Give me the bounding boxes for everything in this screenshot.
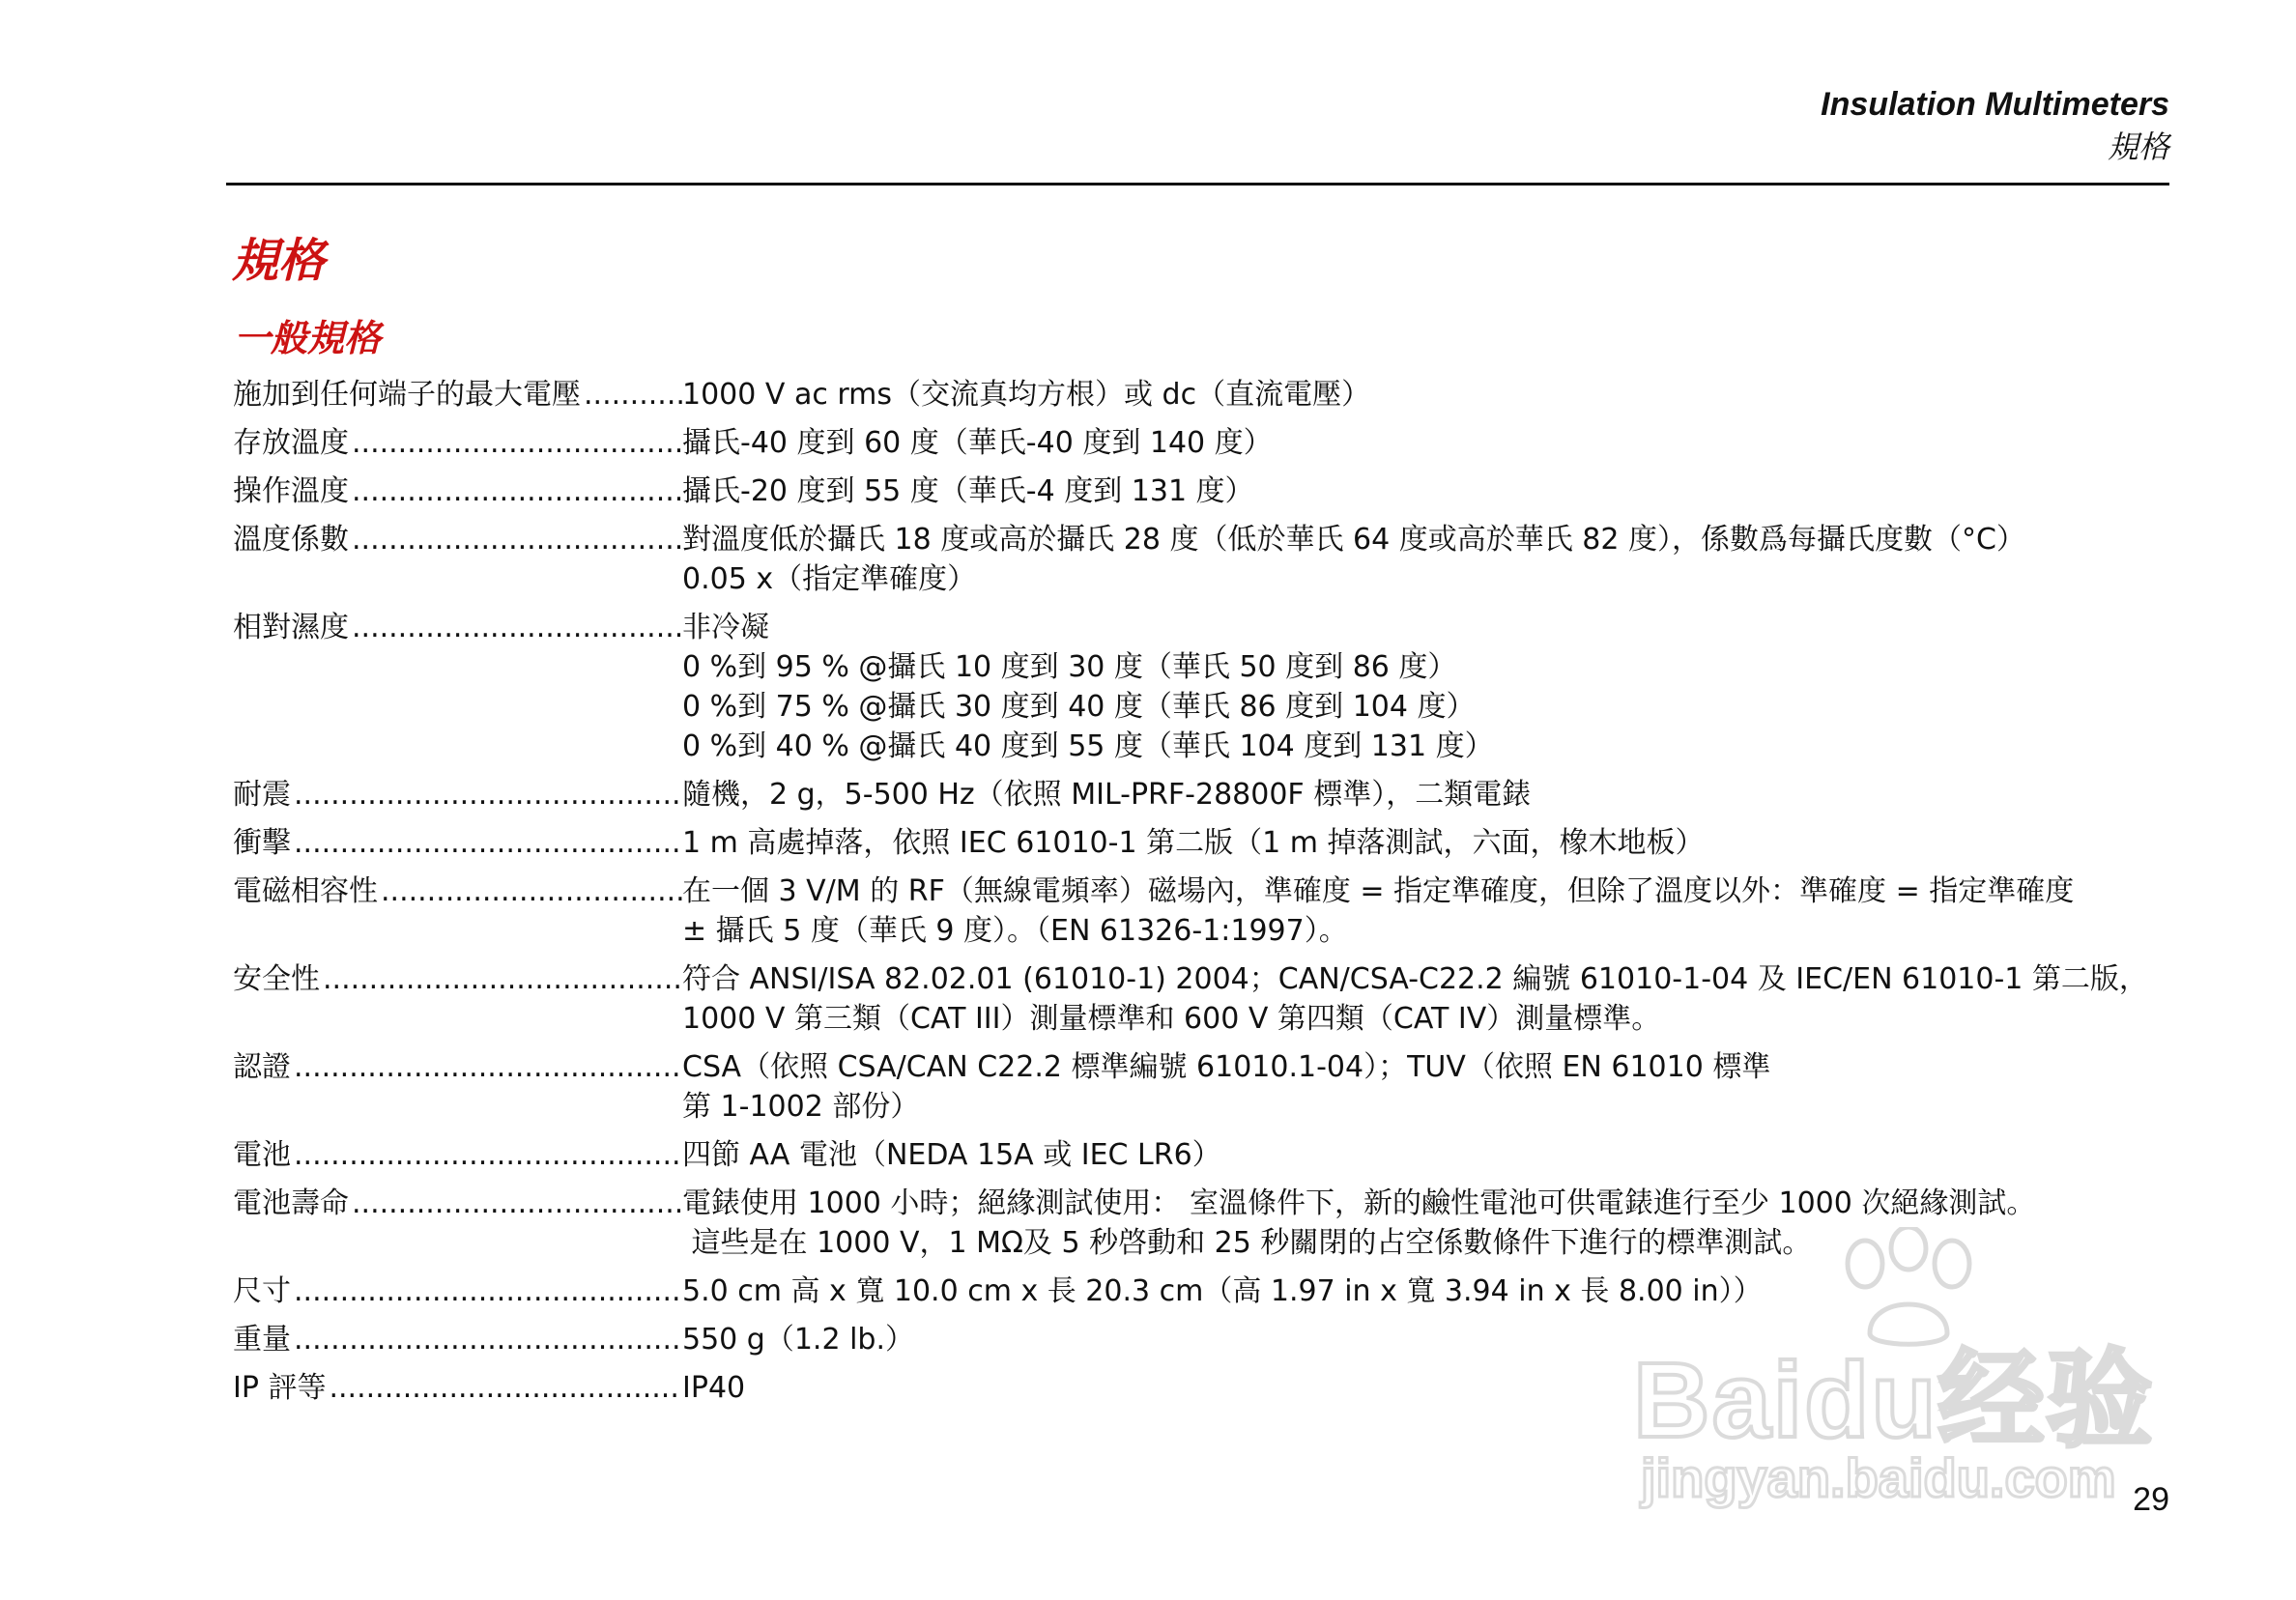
spec-value-line: 符合 ANSI/ISA 82.02.01 (61010-1) 2004；CAN/CSA-C22.2 編號 61010-1-04 及 IEC/EN 61010-1 第二版， xyxy=(682,962,2148,996)
header-subtitle: 規格 xyxy=(2107,129,2169,165)
spec-value-line: 0 %到 40 % @攝氏 40 度到 55 度（華氏 104 度到 131 度） xyxy=(682,729,1494,763)
spec-label-text: 電池 xyxy=(233,1138,291,1172)
spec-label-text: 認證 xyxy=(233,1050,291,1084)
spec-value xyxy=(682,423,2166,463)
spec-value-line: 0.05 x（指定準確度） xyxy=(682,562,977,596)
spec-label-text: 重量 xyxy=(233,1323,291,1357)
spec-label xyxy=(233,375,682,414)
subsection-heading: 一般規格 xyxy=(234,317,382,359)
spec-row xyxy=(233,1320,2166,1359)
spec-value xyxy=(682,823,2166,863)
spec-value-line: 1000 V ac rms（交流真均方根）或 dc（直流電壓） xyxy=(682,378,1371,412)
spec-label xyxy=(233,608,682,647)
dot-leader xyxy=(291,1047,682,1087)
dot-leader xyxy=(349,520,682,559)
dot-leader xyxy=(349,471,682,511)
spec-value-line: 攝氏-40 度到 60 度（華氏-40 度到 140 度） xyxy=(682,426,1273,460)
watermark-brand: Baidu经验 xyxy=(1633,1341,2155,1460)
spec-label xyxy=(233,823,682,863)
spec-label-text: 存放溫度 xyxy=(233,426,349,460)
spec-label-text: 尺寸 xyxy=(233,1274,291,1308)
spec-value xyxy=(682,1271,2166,1311)
spec-label-text: 施加到任何端子的最大電壓 xyxy=(233,378,581,412)
spec-value xyxy=(682,1135,2166,1175)
spec-label-text: 操作溫度 xyxy=(233,474,349,508)
spec-label-text: 溫度係數 xyxy=(233,523,349,557)
spec-value xyxy=(682,1320,2166,1359)
spec-row xyxy=(233,1271,2166,1311)
spec-value-line: 第 1-1002 部份） xyxy=(682,1090,920,1124)
spec-label xyxy=(233,1047,682,1087)
spec-value xyxy=(682,959,2166,1039)
section-heading: 規格 xyxy=(232,234,326,288)
spec-value xyxy=(682,1047,2166,1127)
spec-label xyxy=(233,471,682,511)
dot-leader xyxy=(378,871,682,911)
dot-leader xyxy=(291,1271,682,1311)
spec-value-line: 對溫度低於攝氏 18 度或高於攝氏 28 度（低於華氏 64 度或高於華氏 82 度），係數爲每攝氏度數（°C） xyxy=(682,523,2025,557)
spec-value-line: 0 %到 95 % @攝氏 10 度到 30 度（華氏 50 度到 86 度） xyxy=(682,650,1457,684)
spec-value-line: CSA（依照 CSA/CAN C22.2 標準編號 61010.1-04）；TUV（依照 EN 61010 標準 xyxy=(682,1050,1771,1084)
spec-value-line: 550 g（1.2 lb.） xyxy=(682,1323,914,1357)
spec-row xyxy=(233,423,2166,463)
spec-row xyxy=(233,608,2166,766)
spec-label-text: 相對濕度 xyxy=(233,611,349,644)
spec-row xyxy=(233,1368,2166,1408)
spec-label xyxy=(233,1271,682,1311)
spec-value-line: 1000 V 第三類（CAT III）測量標準和 600 V 第四類（CAT IV）測量標準。 xyxy=(682,1002,1661,1036)
spec-value-line: 這些是在 1000 V，1 MΩ及 5 秒啓動和 25 秒關閉的占空係數條件下進行的標準測試。 xyxy=(682,1226,1812,1260)
spec-value xyxy=(682,520,2166,599)
spec-label-text: IP 評等 xyxy=(233,1371,327,1405)
spec-row xyxy=(233,959,2166,1039)
page-number: 29 xyxy=(2133,1481,2169,1518)
spec-value xyxy=(682,871,2166,951)
spec-row xyxy=(233,520,2166,599)
spec-value xyxy=(682,1184,2166,1263)
spec-label-text: 耐震 xyxy=(233,778,291,812)
watermark-domain: jingyan.baidu.com xyxy=(1641,1447,2116,1508)
spec-value xyxy=(682,608,2166,766)
dot-leader xyxy=(291,1135,682,1175)
spec-value-line: 5.0 cm 高 x 寬 10.0 cm x 長 20.3 cm（高 1.97 in x 寬 3.94 in x 長 8.00 in）） xyxy=(682,1274,1763,1308)
dot-leader xyxy=(349,608,682,647)
spec-value-line: ± 攝氏 5 度（華氏 9 度）。（EN 61326-1:1997）。 xyxy=(682,914,1348,948)
dot-leader xyxy=(581,375,682,414)
spec-value xyxy=(682,375,2166,414)
spec-label-text: 安全性 xyxy=(233,962,320,996)
running-header xyxy=(1821,83,2169,168)
spec-row xyxy=(233,1135,2166,1175)
spec-table xyxy=(233,375,2166,1416)
dot-leader xyxy=(349,423,682,463)
spec-label xyxy=(233,1320,682,1359)
spec-label-text: 電磁相容性 xyxy=(233,874,378,908)
spec-row xyxy=(233,471,2166,511)
spec-value-line: 攝氏-20 度到 55 度（華氏-4 度到 131 度） xyxy=(682,474,1254,508)
header-title: Insulation Multimeters xyxy=(1821,86,2169,123)
dot-leader xyxy=(349,1184,682,1223)
spec-row xyxy=(233,375,2166,414)
spec-value xyxy=(682,471,2166,511)
spec-row xyxy=(233,775,2166,814)
dot-leader xyxy=(291,775,682,814)
dot-leader xyxy=(320,959,682,999)
spec-label xyxy=(233,520,682,559)
dot-leader xyxy=(291,823,682,863)
spec-value-line: 電錶使用 1000 小時；絕緣測試使用： 室溫條件下，新的鹼性電池可供電錶進行至少 1000 次絕緣測試。 xyxy=(682,1186,2036,1220)
spec-row xyxy=(233,1047,2166,1127)
spec-value-line: 隨機，2 g，5-500 Hz（依照 MIL-PRF-28800F 標準），二類電錶 xyxy=(682,778,1532,812)
dot-leader xyxy=(291,1320,682,1359)
spec-label-text: 電池壽命 xyxy=(233,1186,349,1220)
spec-value-line: 在一個 3 V/M 的 RF（無線電頻率）磁場內，準確度 = 指定準確度，但除了溫度以外：準確度 = 指定準確度 xyxy=(682,874,2075,908)
spec-label xyxy=(233,959,682,999)
spec-value-line: 四節 AA 電池（NEDA 15A 或 IEC LR6） xyxy=(682,1138,1221,1172)
spec-row xyxy=(233,823,2166,863)
spec-label xyxy=(233,1184,682,1223)
spec-label-text: 衝擊 xyxy=(233,826,291,860)
spec-value-line: 0 %到 75 % @攝氏 30 度到 40 度（華氏 86 度到 104 度） xyxy=(682,690,1476,724)
spec-value xyxy=(682,775,2166,814)
spec-label xyxy=(233,1368,682,1408)
spec-label xyxy=(233,423,682,463)
spec-label xyxy=(233,775,682,814)
spec-value xyxy=(682,1368,2166,1408)
header-rule xyxy=(226,183,2169,186)
spec-value-line: 1 m 高處掉落，依照 IEC 61010-1 第二版（1 m 掉落測試，六面，橡木地板） xyxy=(682,826,1705,860)
spec-row xyxy=(233,871,2166,951)
dot-leader xyxy=(326,1368,682,1408)
spec-value-line: IP40 xyxy=(682,1371,746,1405)
spec-label xyxy=(233,1135,682,1175)
spec-label xyxy=(233,871,682,911)
spec-row xyxy=(233,1184,2166,1263)
spec-value-line: 非冷凝 xyxy=(682,611,769,644)
